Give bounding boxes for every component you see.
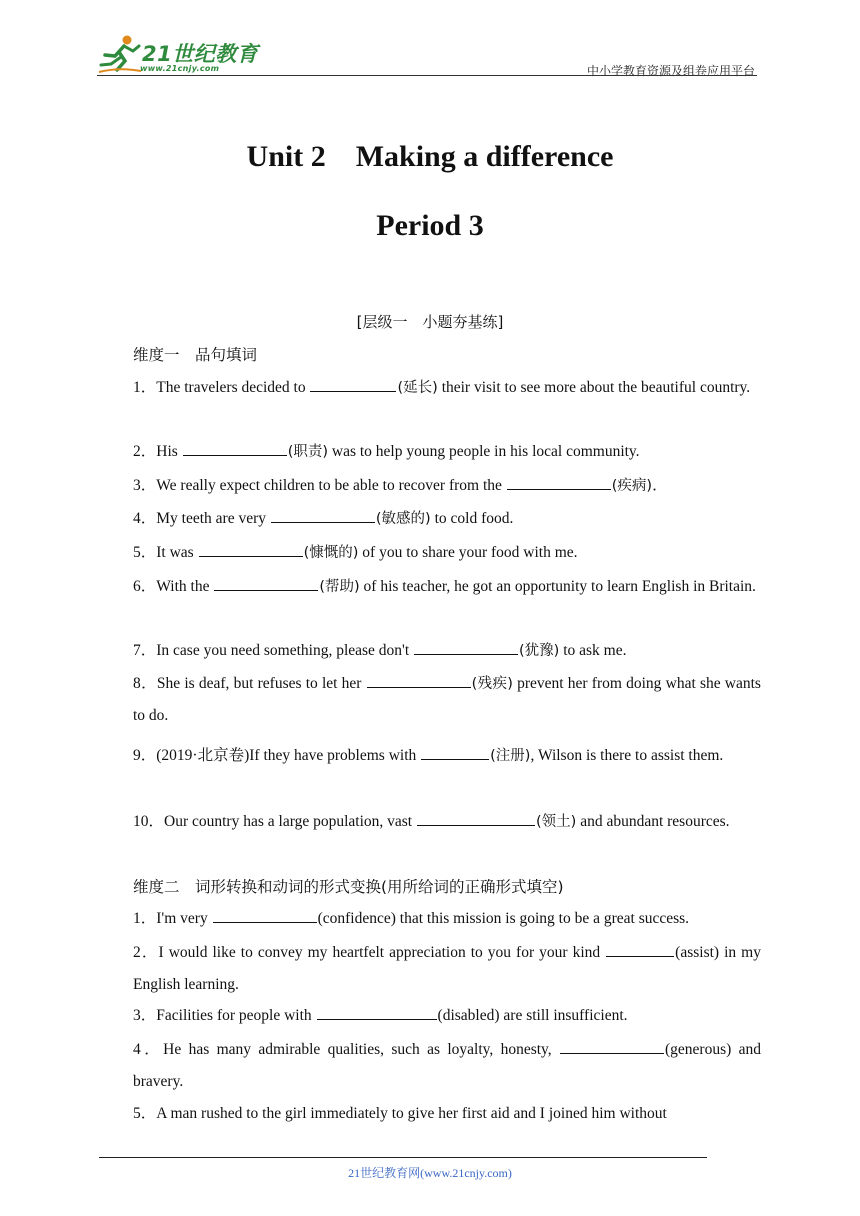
logo-text: 21世纪教育 [142, 42, 259, 66]
item-text-pre: With the [156, 578, 214, 595]
item-text-post: their visit to see more about the beautiful country. [437, 379, 751, 396]
exercise-item [99, 1000, 761, 1032]
item-number: 4． [133, 1041, 164, 1058]
exercise-item [99, 571, 761, 603]
item-text-pre: My teeth are very [156, 510, 270, 527]
page-footer: 21世纪教育网(www.21cnjy.com) [348, 1166, 512, 1180]
item-text-post: to ask me. [559, 642, 627, 659]
item-hint: (犹豫) [519, 643, 560, 659]
item-text-pre: I would like to convey my heartfelt appreciation to you for your kind [158, 944, 606, 961]
item-text-pre: I'm very [156, 910, 212, 927]
item-text-post: and bravery. [133, 1041, 761, 1090]
header-divider [97, 75, 757, 76]
answer-blank[interactable] [414, 640, 518, 655]
item-text-pre: She is deaf, but refuses to let her [156, 675, 366, 692]
answer-blank[interactable] [213, 908, 317, 923]
item-hint: (assist) [675, 944, 720, 961]
item-text-pre: A man rushed to the girl immediately to give her first aid and I joined him without [156, 1105, 667, 1122]
exercise-item [99, 503, 761, 535]
runner-logo-icon [97, 34, 143, 76]
item-text-post: of his teacher, he got an opportunity to learn English in Britain. [359, 578, 756, 595]
header-tagline: 中小学教育资源及组卷应用平台 [586, 64, 755, 78]
exercise-item [99, 736, 761, 776]
item-text-pre: In case you need something, please don't [156, 642, 414, 659]
item-text-pre: His [156, 443, 182, 460]
item-text-post: ． [652, 477, 668, 494]
item-number: 2． [133, 944, 159, 961]
answer-blank[interactable] [606, 942, 674, 957]
answer-blank[interactable] [183, 441, 287, 456]
exercise-item [99, 372, 761, 404]
item-number: 3． [133, 1007, 157, 1024]
page-subtitle: Period 3 [376, 209, 484, 242]
exercise-item [99, 668, 761, 732]
item-hint: (帮助) [319, 579, 360, 595]
exercise-item [99, 1034, 761, 1098]
item-hint: (残疾) [471, 676, 513, 692]
page-title: Unit 2 Making a difference [246, 140, 614, 173]
item-number: 7． [133, 642, 157, 659]
item-hint: (领土) [535, 814, 577, 830]
item-number: 1． [133, 910, 157, 927]
exercise-item [99, 937, 761, 1001]
item-hint: (疾病) [611, 478, 653, 494]
answer-blank[interactable] [560, 1039, 664, 1054]
item-text-pre: We really expect children to be able to recover from the [156, 477, 506, 494]
item-text-post: , Wilson is there to assist them. [530, 747, 724, 764]
item-text-pre: Our country has a large population, vast [164, 813, 416, 830]
footer-divider [99, 1157, 707, 1158]
item-text-post: and abundant resources. [576, 813, 730, 830]
item-hint: (慷慨的) [303, 545, 359, 561]
exercise-item [99, 806, 761, 838]
item-number: 9． [133, 747, 157, 764]
item-text-post: of you to share your food with me. [358, 544, 578, 561]
item-hint: (disabled) [437, 1007, 500, 1024]
item-hint: (confidence) [317, 910, 396, 927]
item-hint: (注册) [490, 748, 531, 764]
item-hint: (generous) [665, 1041, 732, 1058]
answer-blank[interactable] [271, 508, 375, 523]
answer-blank[interactable] [367, 673, 471, 688]
answer-blank[interactable] [199, 542, 303, 557]
item-number: 2． [133, 443, 157, 460]
item-hint: (职责) [287, 444, 329, 460]
item-number: 8． [133, 675, 157, 692]
exercise-item [99, 537, 761, 569]
item-text-post: to cold food. [430, 510, 514, 527]
item-number: 5． [133, 544, 157, 561]
page-header [97, 34, 757, 78]
item-number: 4． [133, 510, 157, 527]
logo [97, 34, 267, 76]
exercise-item [99, 436, 761, 468]
answer-blank[interactable] [507, 475, 611, 490]
item-text-post: was to help young people in his local community. [328, 443, 640, 460]
section-heading-1: 维度一 品句填词 [133, 346, 258, 364]
item-number: 5． [133, 1105, 157, 1122]
item-text-pre: The travelers decided to [156, 379, 310, 396]
item-text-pre: (2019·北京卷)If they have problems with [156, 747, 421, 764]
section-heading-2: 维度二 词形转换和动词的形式变换(用所给词的正确形式填空) [133, 878, 564, 896]
item-number: 10． [133, 813, 165, 830]
item-hint: (延长) [397, 380, 438, 396]
item-hint: (敏感的) [375, 511, 431, 527]
exercise-item [99, 470, 761, 502]
item-text-post: that this mission is going to be a great success. [395, 910, 690, 927]
item-text-pre: He has many admirable qualities, such as loyalty, honesty, [163, 1041, 559, 1058]
item-number: 1． [133, 379, 157, 396]
item-text-pre: It was [156, 544, 198, 561]
item-text-post: in my English learning. [133, 944, 761, 993]
item-number: 3． [133, 477, 157, 494]
answer-blank[interactable] [417, 811, 535, 826]
answer-blank[interactable] [421, 745, 489, 760]
level-heading: [层级一 小题夯基练] [356, 313, 504, 331]
item-text-post: are still insufficient. [499, 1007, 628, 1024]
item-text-post: prevent her from doing what she wants to do. [133, 675, 761, 724]
exercise-item [99, 1098, 761, 1130]
answer-blank[interactable] [317, 1005, 437, 1020]
exercise-item [99, 635, 761, 667]
answer-blank[interactable] [214, 576, 318, 591]
item-number: 6． [133, 578, 157, 595]
exercise-item [99, 903, 761, 935]
answer-blank[interactable] [310, 377, 396, 392]
item-text-pre: Facilities for people with [156, 1007, 316, 1024]
logo-url: www.21cnjy.com [140, 64, 220, 73]
